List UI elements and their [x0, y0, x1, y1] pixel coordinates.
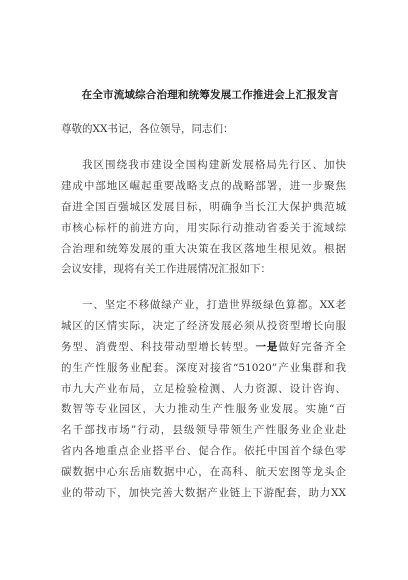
paragraph-text: 务型、消费型、科技带动型增长转型。	[61, 340, 256, 353]
paragraph-section-one	[61, 295, 346, 504]
salutation: 尊敬的XX书记，各位领导，同志们：	[61, 123, 234, 135]
paragraph-line: 数智等专业园区，大力推动生产性服务业发展。实施“百	[61, 403, 346, 416]
paragraph-line-with-emphasis	[61, 337, 346, 358]
paragraph-line: 城区的区情实际，决定了经济发展必须从投资型增长向服	[61, 319, 346, 332]
paragraph-line: 会议安排，现将有关工作进展情况汇报如下：	[61, 263, 271, 276]
paragraph-text: 做好完备齐全	[278, 340, 346, 353]
paragraph-line: 省内各地重点企业搭平台、促合作。依托中国首个绿色零	[61, 445, 346, 458]
paragraph-line: 名千部找市场”行动，县级领导带领生产性服务业企业赴	[61, 424, 346, 437]
paragraph-line: 市九大产业布局，立足检验检测、人力资源、设计咨询、	[61, 382, 346, 395]
emphasis-text: 一是	[255, 340, 279, 353]
paragraph-intro	[61, 155, 346, 280]
paragraph-line: 合治理和统筹发展的重大决策在我区落地生根见效。根据	[61, 242, 346, 255]
paragraph-line: 奋进全国百强城区发展目标，明确争当长江大保护典范城	[61, 200, 346, 213]
paragraph-line: 一、坚定不移做绿产业，打造世界级绿色算都。XX老	[82, 299, 346, 311]
paragraph-line: 我区围绕我市建设全国构建新发展格局先行区、加快	[82, 159, 346, 171]
document-title: 在全市流域综合治理和统筹发展工作推进会上汇报发言	[81, 89, 339, 101]
paragraph-line: 的生产性服务业配套。深度对接省“51020”产业集群和我	[61, 361, 346, 374]
paragraph-line: 碳数据中心东岳庙数据中心，在高科、航天宏图等龙头企	[61, 466, 346, 479]
paragraph-line: 业的带动下，加快完善大数据产业链上下游配套，助力XX	[61, 487, 346, 500]
paragraph-line: 建成中部地区崛起重要战略支点的战略部署，进一步聚焦	[61, 179, 346, 192]
paragraph-line: 市核心标杆的前进方向，用实际行动推动省委关于流域综	[61, 221, 346, 234]
